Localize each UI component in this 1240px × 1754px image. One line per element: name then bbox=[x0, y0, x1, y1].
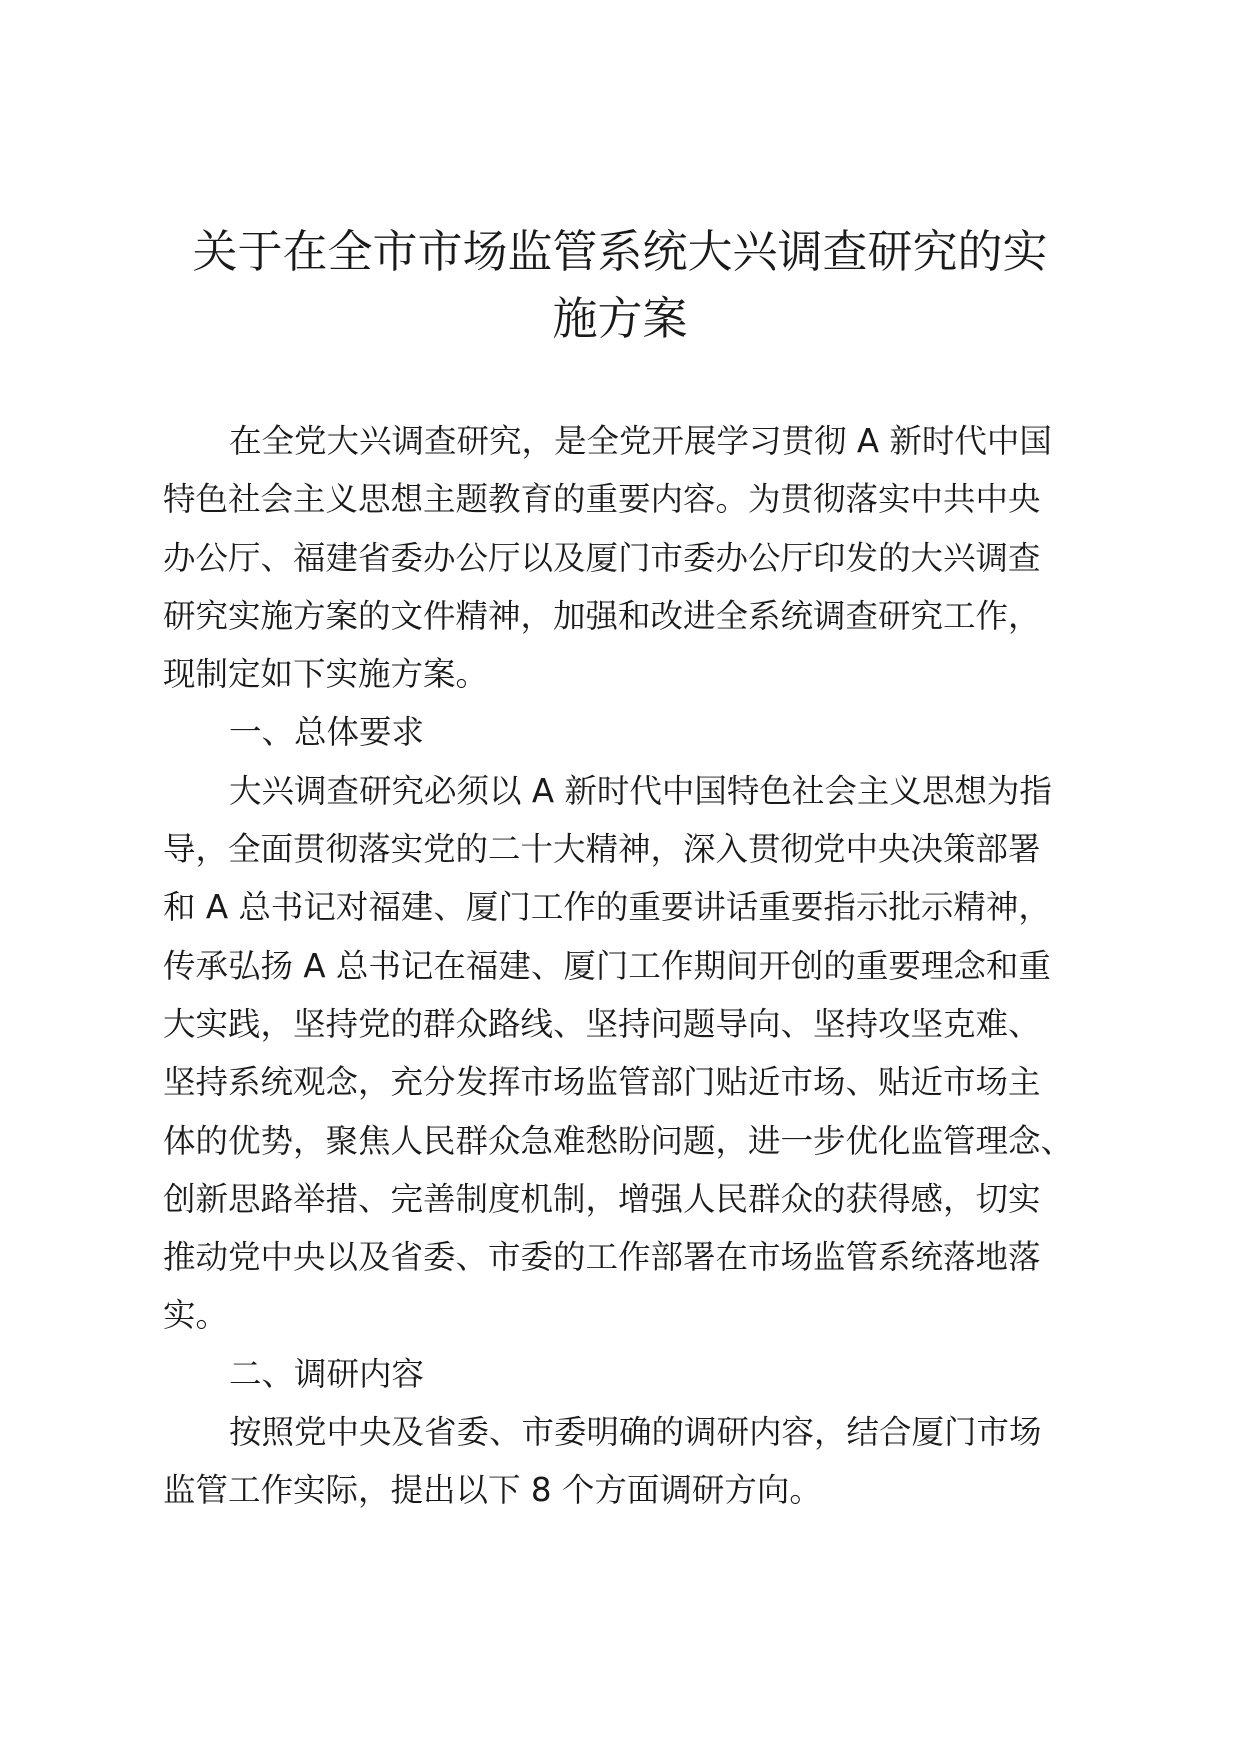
title-line: 施方案 bbox=[552, 292, 688, 345]
paragraph-line: 大兴调查研究必须以 A 新时代中国特色社会主义思想为指 bbox=[229, 771, 1052, 810]
paragraph-line: 和 A 总书记对福建、厦门工作的重要讲话重要指示批示精神， bbox=[163, 888, 1051, 927]
section-heading: 一、总体要求 bbox=[229, 713, 425, 752]
paragraph-line: 按照党中央及省委、市委明确的调研内容，结合厦门市场 bbox=[229, 1413, 1042, 1452]
paragraph-line: 传承弘扬 A 总书记在福建、厦门工作期间开创的重要理念和重 bbox=[163, 946, 1051, 985]
paragraph-line: 办公厅、福建省委办公厅以及厦门市委办公厅印发的大兴调查 bbox=[163, 538, 1041, 577]
document-body bbox=[163, 412, 1098, 1520]
paragraph-line: 研究实施方案的文件精神，加强和改进全系统调查研究工作， bbox=[163, 596, 1041, 635]
section-heading: 二、调研内容 bbox=[229, 1354, 425, 1393]
paragraph-line: 导，全面贯彻落实党的二十大精神，深入贯彻党中央决策部署 bbox=[163, 830, 1041, 869]
paragraph-line: 创新思路举措、完善制度机制，增强人民群众的获得感，切实 bbox=[163, 1179, 1041, 1218]
paragraph-line: 大实践，坚持党的群众路线、坚持问题导向、坚持攻坚克难、 bbox=[163, 1004, 1041, 1043]
paragraph-line: 实。 bbox=[163, 1296, 229, 1335]
paragraph-line: 现制定如下实施方案。 bbox=[163, 655, 489, 694]
paragraph-line: 推动党中央以及省委、市委的工作部署在市场监管系统落地落 bbox=[163, 1238, 1041, 1277]
paragraph-line: 在全党大兴调查研究，是全党开展学习贯彻 A 新时代中国 bbox=[229, 422, 1052, 460]
title-line: 关于在全市市场监管系统大兴调查研究的实 bbox=[192, 225, 1048, 278]
paragraph-line: 特色社会主义思想主题教育的重要内容。为贯彻落实中共中央 bbox=[163, 480, 1041, 519]
paragraph-line: 监管工作实际，提出以下 8 个方面调研方向。 bbox=[163, 1471, 822, 1510]
paragraph-line: 坚持系统观念，充分发挥市场监管部门贴近市场、贴近市场主 bbox=[163, 1063, 1041, 1102]
paragraph-line: 体的优势，聚焦人民群众急难愁盼问题，进一步优化监管理念、 bbox=[163, 1121, 1074, 1160]
document-title bbox=[150, 218, 1090, 352]
